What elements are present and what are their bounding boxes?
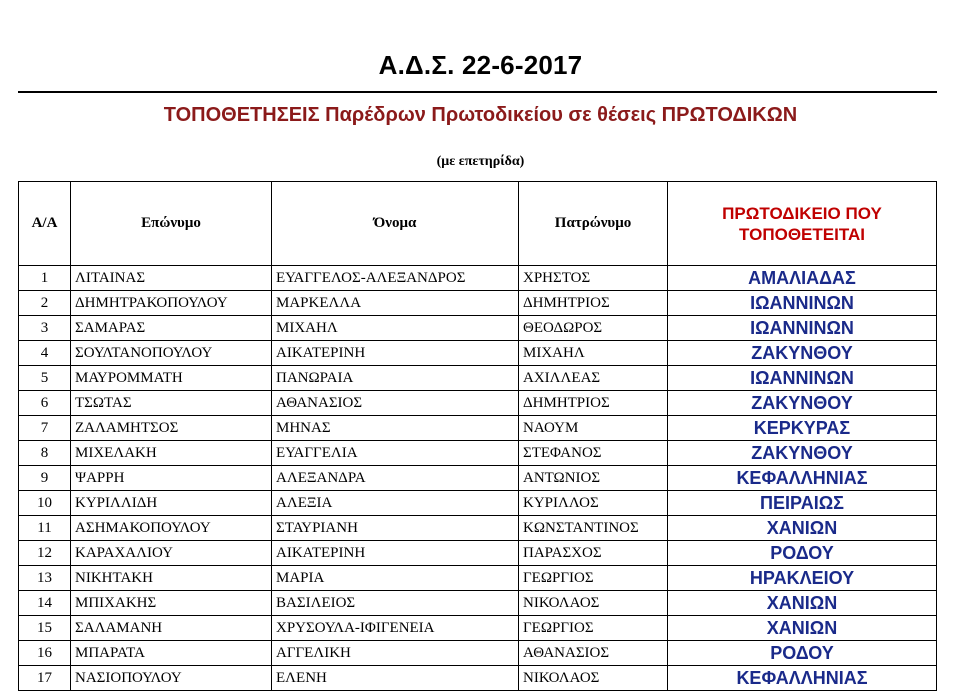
document-title: Α.Δ.Σ. 22-6-2017 <box>378 50 583 80</box>
surname-cell: ΜΑΥΡΟΜΜΑΤΗ <box>71 366 272 391</box>
table-row <box>19 616 937 641</box>
table-row <box>19 491 937 516</box>
row-number-cell: 5 <box>19 366 71 391</box>
court-cell: ΙΩΑΝΝΙΝΩΝ <box>668 366 937 391</box>
placements-table <box>18 181 937 691</box>
row-number-cell: 4 <box>19 341 71 366</box>
column-header-number: Α/Α <box>19 182 71 266</box>
court-cell: ΙΩΑΝΝΙΝΩΝ <box>668 291 937 316</box>
surname-cell: ΚΥΡΙΛΛΙΔΗ <box>71 491 272 516</box>
seniority-note: (με επετηρίδα) <box>436 154 525 169</box>
first-name-cell: ΣΤΑΥΡΙΑΝΗ <box>272 516 519 541</box>
first-name-cell: ΑΛΕΞΙΑ <box>272 491 519 516</box>
table-row <box>19 266 937 291</box>
table-row <box>19 591 937 616</box>
surname-cell: ΝΑΣΙΟΠΟΥΛΟΥ <box>71 666 272 691</box>
row-number-cell: 14 <box>19 591 71 616</box>
title-divider <box>18 91 937 93</box>
court-cell: ΧΑΝΙΩΝ <box>668 616 937 641</box>
surname-cell: ΜΙΧΕΛΑΚΗ <box>71 441 272 466</box>
table-row <box>19 391 937 416</box>
first-name-cell: ΜΑΡΚΕΛΛΑ <box>272 291 519 316</box>
table-row <box>19 341 937 366</box>
patronymic-cell: ΔΗΜΗΤΡΙΟΣ <box>519 291 668 316</box>
table-row <box>19 441 937 466</box>
patronymic-cell: ΣΤΕΦΑΝΟΣ <box>519 441 668 466</box>
column-header-court: ΠΡΩΤΟΔΙΚΕΙΟ ΠΟΥ ΤΟΠΟΘΕΤΕΙΤΑΙ <box>668 182 937 266</box>
surname-cell: ΖΑΛΑΜΗΤΣΟΣ <box>71 416 272 441</box>
patronymic-cell: ΑΧΙΛΛΕΑΣ <box>519 366 668 391</box>
court-cell: ΚΕΡΚΥΡΑΣ <box>668 416 937 441</box>
first-name-cell: ΑΙΚΑΤΕΡΙΝΗ <box>272 541 519 566</box>
table-row <box>19 541 937 566</box>
court-cell: ΑΜΑΛΙΑΔΑΣ <box>668 266 937 291</box>
patronymic-cell: ΝΙΚΟΛΑΟΣ <box>519 666 668 691</box>
row-number-cell: 15 <box>19 616 71 641</box>
surname-cell: ΣΑΛΑΜΑΝΗ <box>71 616 272 641</box>
row-number-cell: 3 <box>19 316 71 341</box>
first-name-cell: ΧΡΥΣΟΥΛΑ-ΙΦΙΓΕΝΕΙΑ <box>272 616 519 641</box>
first-name-cell: ΠΑΝΩΡΑΙΑ <box>272 366 519 391</box>
patronymic-cell: ΜΙΧΑΗΛ <box>519 341 668 366</box>
court-cell: ΡΟΔΟΥ <box>668 641 937 666</box>
patronymic-cell: ΠΑΡΑΣΧΟΣ <box>519 541 668 566</box>
patronymic-cell: ΝΙΚΟΛΑΟΣ <box>519 591 668 616</box>
row-number-cell: 6 <box>19 391 71 416</box>
first-name-cell: ΑΛΕΞΑΝΔΡΑ <box>272 466 519 491</box>
patronymic-cell: ΔΗΜΗΤΡΙΟΣ <box>519 391 668 416</box>
court-cell: ΚΕΦΑΛΛΗΝΙΑΣ <box>668 666 937 691</box>
surname-cell: ΛΙΤΑΙΝΑΣ <box>71 266 272 291</box>
column-header-surname: Επώνυμο <box>71 182 272 266</box>
surname-cell: ΚΑΡΑΧΑΛΙΟΥ <box>71 541 272 566</box>
patronymic-cell: ΧΡΗΣΤΟΣ <box>519 266 668 291</box>
document-subtitle: ΤΟΠΟΘΕΤΗΣΕΙΣ Παρέδρων Πρωτοδικείου σε θέσεις ΠΡΩΤΟΔΙΚΩΝ <box>163 104 798 126</box>
first-name-cell: ΑΓΓΕΛΙΚΗ <box>272 641 519 666</box>
row-number-cell: 9 <box>19 466 71 491</box>
surname-cell: ΤΣΩΤΑΣ <box>71 391 272 416</box>
first-name-cell: ΒΑΣΙΛΕΙΟΣ <box>272 591 519 616</box>
surname-cell: ΣΑΜΑΡΑΣ <box>71 316 272 341</box>
court-cell: ΖΑΚΥΝΘΟΥ <box>668 341 937 366</box>
first-name-cell: ΜΙΧΑΗΛ <box>272 316 519 341</box>
table-row <box>19 316 937 341</box>
table-row <box>19 566 937 591</box>
row-number-cell: 1 <box>19 266 71 291</box>
court-cell: ΖΑΚΥΝΘΟΥ <box>668 441 937 466</box>
row-number-cell: 2 <box>19 291 71 316</box>
table-body <box>19 266 937 691</box>
column-header-patronymic: Πατρώνυμο <box>519 182 668 266</box>
table-header-row <box>19 182 937 266</box>
row-number-cell: 17 <box>19 666 71 691</box>
court-cell: ΚΕΦΑΛΛΗΝΙΑΣ <box>668 466 937 491</box>
court-cell: ΙΩΑΝΝΙΝΩΝ <box>668 316 937 341</box>
first-name-cell: ΜΑΡΙΑ <box>272 566 519 591</box>
patronymic-cell: ΓΕΩΡΓΙΟΣ <box>519 616 668 641</box>
table-row <box>19 466 937 491</box>
surname-cell: ΜΠΙΧΑΚΗΣ <box>71 591 272 616</box>
row-number-cell: 7 <box>19 416 71 441</box>
court-cell: ΠΕΙΡΑΙΩΣ <box>668 491 937 516</box>
row-number-cell: 16 <box>19 641 71 666</box>
column-header-first-name: Όνομα <box>272 182 519 266</box>
surname-cell: ΔΗΜΗΤΡΑΚΟΠΟΥΛΟΥ <box>71 291 272 316</box>
table-row <box>19 366 937 391</box>
patronymic-cell: ΑΘΑΝΑΣΙΟΣ <box>519 641 668 666</box>
surname-cell: ΣΟΥΛΤΑΝΟΠΟΥΛΟΥ <box>71 341 272 366</box>
court-cell: ΡΟΔΟΥ <box>668 541 937 566</box>
table-row <box>19 666 937 691</box>
patronymic-cell: ΓΕΩΡΓΙΟΣ <box>519 566 668 591</box>
court-cell: ΧΑΝΙΩΝ <box>668 591 937 616</box>
table-row <box>19 641 937 666</box>
row-number-cell: 8 <box>19 441 71 466</box>
court-cell: ΗΡΑΚΛΕΙΟΥ <box>668 566 937 591</box>
first-name-cell: ΕΛΕΝΗ <box>272 666 519 691</box>
court-cell: ΖΑΚΥΝΘΟΥ <box>668 391 937 416</box>
first-name-cell: ΜΗΝΑΣ <box>272 416 519 441</box>
patronymic-cell: ΝΑΟΥΜ <box>519 416 668 441</box>
court-cell: ΧΑΝΙΩΝ <box>668 516 937 541</box>
patronymic-cell: ΑΝΤΩΝΙΟΣ <box>519 466 668 491</box>
first-name-cell: ΕΥΑΓΓΕΛΙΑ <box>272 441 519 466</box>
patronymic-cell: ΚΩΝΣΤΑΝΤΙΝΟΣ <box>519 516 668 541</box>
first-name-cell: ΑΙΚΑΤΕΡΙΝΗ <box>272 341 519 366</box>
surname-cell: ΑΣΗΜΑΚΟΠΟΥΛΟΥ <box>71 516 272 541</box>
surname-cell: ΜΠΑΡΑΤΑ <box>71 641 272 666</box>
row-number-cell: 12 <box>19 541 71 566</box>
surname-cell: ΝΙΚΗΤΑΚΗ <box>71 566 272 591</box>
row-number-cell: 11 <box>19 516 71 541</box>
table-row <box>19 291 937 316</box>
first-name-cell: ΑΘΑΝΑΣΙΟΣ <box>272 391 519 416</box>
patronymic-cell: ΚΥΡΙΛΛΟΣ <box>519 491 668 516</box>
table-row <box>19 516 937 541</box>
surname-cell: ΨΑΡΡΗ <box>71 466 272 491</box>
row-number-cell: 10 <box>19 491 71 516</box>
first-name-cell: ΕΥΑΓΓΕΛΟΣ-ΑΛΕΞΑΝΔΡΟΣ <box>272 266 519 291</box>
patronymic-cell: ΘΕΟΔΩΡΟΣ <box>519 316 668 341</box>
table-row <box>19 416 937 441</box>
row-number-cell: 13 <box>19 566 71 591</box>
